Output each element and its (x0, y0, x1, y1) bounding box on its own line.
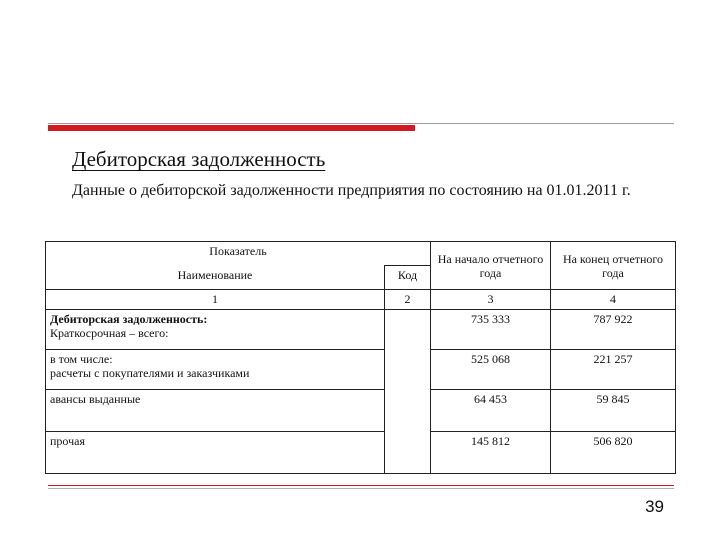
bottom-divider-line (48, 488, 674, 489)
row-label (46, 390, 385, 432)
top-divider-line (48, 123, 674, 124)
header-end-of-year: На конец отчетного года (551, 242, 676, 290)
row-end-value: 59 845 (551, 390, 676, 432)
row-label-text: в том числе: расчеты с покупателями и заказчиками (50, 352, 250, 380)
col-number-1: 1 (46, 290, 385, 310)
row-end-value: 787 922 (551, 310, 676, 350)
header-name: Наименование (46, 266, 385, 290)
row-label (46, 350, 385, 390)
row-label-text: Краткосрочная – всего: (50, 326, 169, 340)
slide-subtitle: Данные о дебиторской задолженности предприятия по состоянию на 01.01.2011 г. (72, 182, 631, 199)
table-header-row (46, 242, 676, 266)
receivables-table (45, 241, 676, 474)
table-row (46, 390, 676, 432)
row-start-value: 145 812 (431, 432, 551, 474)
row-label (46, 310, 385, 350)
row-end-value: 506 820 (551, 432, 676, 474)
page-number: 39 (645, 497, 664, 516)
top-accent-bar (48, 125, 415, 131)
row-label (46, 432, 385, 474)
row-end-value: 221 257 (551, 350, 676, 390)
row-label-bold: Дебиторская задолженность: (50, 312, 208, 326)
row-start-value: 735 333 (431, 310, 551, 350)
row-label-text: прочая (50, 434, 85, 448)
row-start-value: 64 453 (431, 390, 551, 432)
column-numbers-row (46, 290, 676, 310)
slide-title: Дебиторская задолженность (72, 147, 326, 171)
header-start-of-year: На начало отчетного года (431, 242, 551, 290)
table-row (46, 432, 676, 474)
row-start-value: 525 068 (431, 350, 551, 390)
col-number-4: 4 (551, 290, 676, 310)
col-number-3: 3 (431, 290, 551, 310)
header-code: Код (385, 266, 431, 290)
table-row (46, 350, 676, 390)
col-number-2: 2 (385, 290, 431, 310)
header-indicator: Показатель (46, 242, 431, 266)
bottom-accent-line (48, 485, 674, 486)
row-code (385, 310, 431, 474)
row-label-text: авансы выданные (50, 392, 141, 406)
table-row (46, 310, 676, 350)
